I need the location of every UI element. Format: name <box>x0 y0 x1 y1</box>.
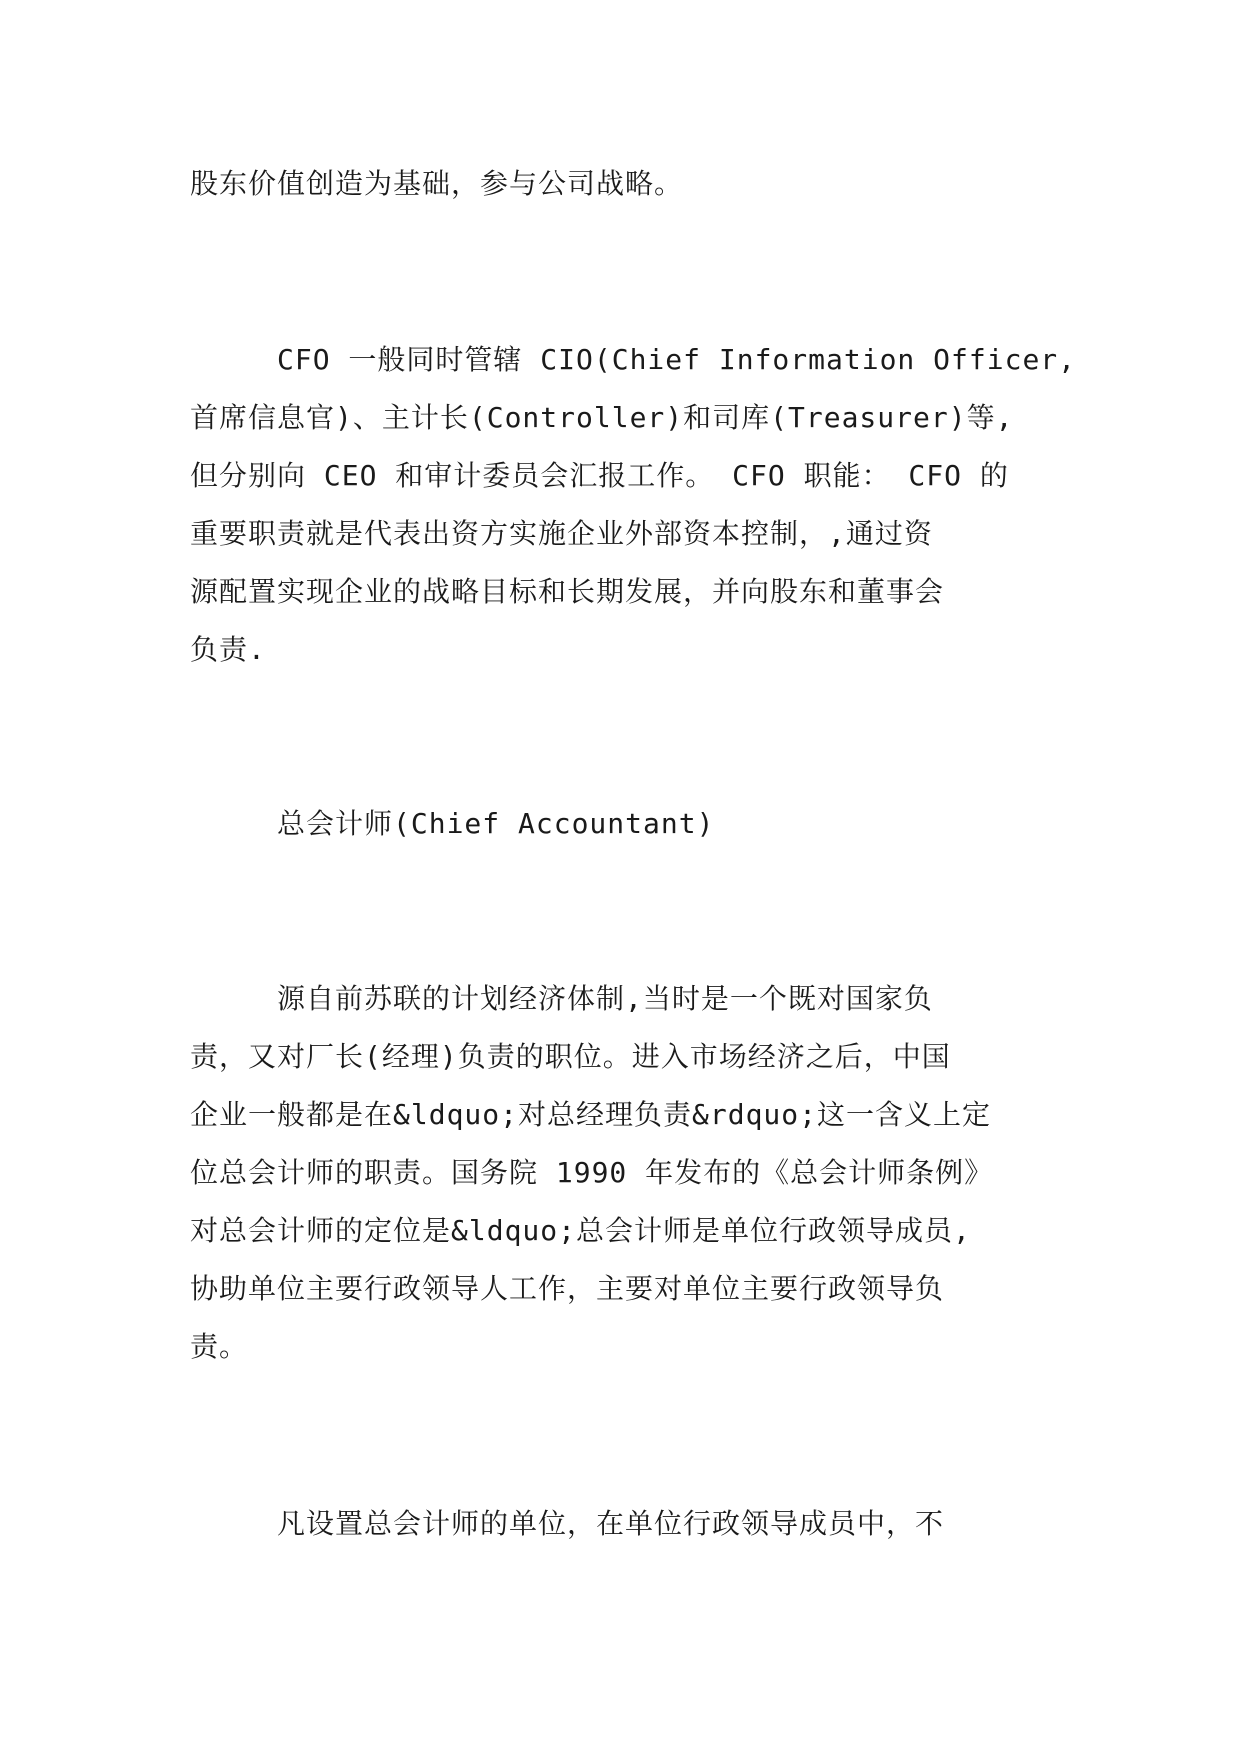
paragraph-line: 首席信息官)、主计长(Controller)和司库(Treasurer)等, <box>190 401 1014 434</box>
paragraph-line: 责，又对厂长(经理)负责的职位。进入市场经济之后，中国 <box>190 1040 951 1073</box>
paragraph-line: 位总会计师的职责。国务院 1990 年发布的《总会计师条例》 <box>190 1156 994 1189</box>
paragraph-line: CFO 一般同时管辖 CIO(Chief Information Officer, <box>190 343 1077 376</box>
paragraph-line: 源自前苏联的计划经济体制,当时是一个既对国家负 <box>190 982 933 1015</box>
paragraph-line: 对总会计师的定位是&ldquo;总会计师是单位行政领导成员, <box>190 1214 971 1247</box>
paragraph-line: 责。 <box>190 1330 249 1363</box>
paragraph-line: 协助单位主要行政领导人工作，主要对单位主要行政领导负 <box>190 1272 945 1305</box>
paragraph-line: 源配置实现企业的战略目标和长期发展，并向股东和董事会 <box>190 575 945 608</box>
paragraph-line: 重要职责就是代表出资方实施企业外部资本控制，,通过资 <box>190 517 933 550</box>
paragraph-line: 但分别向 CEO 和审计委员会汇报工作。 CFO 职能： CFO 的 <box>190 459 1009 492</box>
paragraph-line: 负责. <box>190 633 266 666</box>
paragraph-line: 股东价值创造为基础，参与公司战略。 <box>190 167 684 200</box>
paragraph-line: 凡设置总会计师的单位，在单位行政领导成员中，不 <box>190 1507 945 1540</box>
section-heading: 总会计师(Chief Accountant) <box>190 807 715 840</box>
paragraph-line: 企业一般都是在&ldquo;对总经理负责&rdquo;这一含义上定 <box>190 1098 992 1131</box>
